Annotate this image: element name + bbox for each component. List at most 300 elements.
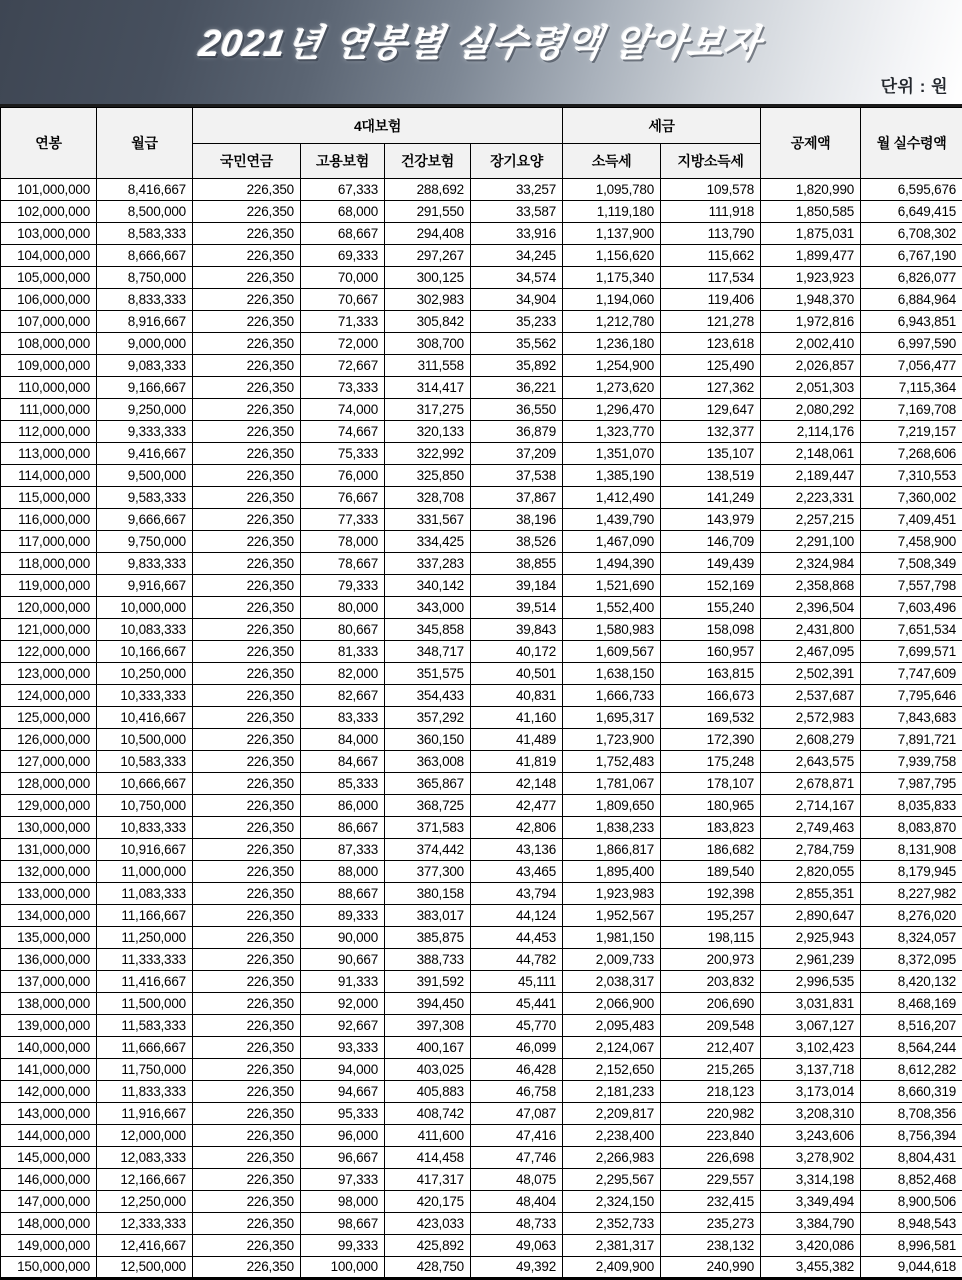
- cell-national-pension: 226,350: [193, 905, 301, 927]
- cell-long-term-care: 45,441: [471, 993, 563, 1015]
- cell-employment-insurance: 81,333: [301, 641, 385, 663]
- cell-monthly-net-pay: 7,603,496: [861, 597, 962, 619]
- cell-monthly-net-pay: 7,458,900: [861, 531, 962, 553]
- cell-monthly-salary: 12,000,000: [97, 1125, 193, 1147]
- cell-employment-insurance: 78,000: [301, 531, 385, 553]
- cell-employment-insurance: 96,000: [301, 1125, 385, 1147]
- cell-national-pension: 226,350: [193, 179, 301, 201]
- cell-long-term-care: 34,245: [471, 245, 563, 267]
- cell-employment-insurance: 77,333: [301, 509, 385, 531]
- cell-monthly-salary: 10,500,000: [97, 729, 193, 751]
- cell-monthly-salary: 9,416,667: [97, 443, 193, 465]
- cell-income-tax: 1,351,070: [563, 443, 661, 465]
- cell-deduction-total: 3,420,086: [761, 1235, 861, 1257]
- cell-monthly-salary: 8,500,000: [97, 201, 193, 223]
- cell-income-tax: 2,009,733: [563, 949, 661, 971]
- cell-local-income-tax: 141,249: [661, 487, 761, 509]
- cell-employment-insurance: 92,000: [301, 993, 385, 1015]
- cell-deduction-total: 3,278,902: [761, 1147, 861, 1169]
- table-row: [1, 685, 962, 707]
- cell-annual-salary: 142,000,000: [1, 1081, 97, 1103]
- cell-long-term-care: 33,257: [471, 179, 563, 201]
- cell-annual-salary: 118,000,000: [1, 553, 97, 575]
- cell-deduction-total: 3,137,718: [761, 1059, 861, 1081]
- table-row: [1, 927, 962, 949]
- cell-deduction-total: 3,384,790: [761, 1213, 861, 1235]
- cell-income-tax: 1,952,567: [563, 905, 661, 927]
- cell-local-income-tax: 229,557: [661, 1169, 761, 1191]
- cell-national-pension: 226,350: [193, 1191, 301, 1213]
- cell-income-tax: 2,324,150: [563, 1191, 661, 1213]
- cell-local-income-tax: 111,918: [661, 201, 761, 223]
- cell-long-term-care: 48,075: [471, 1169, 563, 1191]
- cell-monthly-salary: 9,500,000: [97, 465, 193, 487]
- cell-monthly-net-pay: 8,227,982: [861, 883, 962, 905]
- cell-monthly-net-pay: 8,564,244: [861, 1037, 962, 1059]
- table-row: [1, 1059, 962, 1081]
- cell-national-pension: 226,350: [193, 245, 301, 267]
- cell-annual-salary: 141,000,000: [1, 1059, 97, 1081]
- cell-monthly-net-pay: 7,169,708: [861, 399, 962, 421]
- cell-monthly-net-pay: 7,747,609: [861, 663, 962, 685]
- cell-long-term-care: 44,124: [471, 905, 563, 927]
- cell-local-income-tax: 240,990: [661, 1257, 761, 1279]
- cell-employment-insurance: 82,667: [301, 685, 385, 707]
- salary-table: [0, 107, 962, 1280]
- cell-monthly-net-pay: 8,948,543: [861, 1213, 962, 1235]
- cell-deduction-total: 2,002,410: [761, 333, 861, 355]
- cell-employment-insurance: 79,333: [301, 575, 385, 597]
- table-row: [1, 1103, 962, 1125]
- table-row: [1, 751, 962, 773]
- cell-monthly-net-pay: 6,884,964: [861, 289, 962, 311]
- cell-monthly-salary: 11,250,000: [97, 927, 193, 949]
- cell-national-pension: 226,350: [193, 1125, 301, 1147]
- cell-employment-insurance: 94,000: [301, 1059, 385, 1081]
- cell-annual-salary: 133,000,000: [1, 883, 97, 905]
- cell-deduction-total: 2,572,983: [761, 707, 861, 729]
- cell-deduction-total: 3,031,831: [761, 993, 861, 1015]
- cell-annual-salary: 149,000,000: [1, 1235, 97, 1257]
- cell-deduction-total: 2,855,351: [761, 883, 861, 905]
- cell-employment-insurance: 94,667: [301, 1081, 385, 1103]
- table-row: [1, 201, 962, 223]
- cell-annual-salary: 107,000,000: [1, 311, 97, 333]
- cell-employment-insurance: 91,333: [301, 971, 385, 993]
- cell-long-term-care: 34,904: [471, 289, 563, 311]
- cell-national-pension: 226,350: [193, 487, 301, 509]
- cell-national-pension: 226,350: [193, 201, 301, 223]
- table-row: [1, 1191, 962, 1213]
- cell-monthly-salary: 8,666,667: [97, 245, 193, 267]
- cell-local-income-tax: 200,973: [661, 949, 761, 971]
- cell-local-income-tax: 132,377: [661, 421, 761, 443]
- cell-local-income-tax: 180,965: [661, 795, 761, 817]
- table-row: [1, 575, 962, 597]
- cell-monthly-salary: 11,500,000: [97, 993, 193, 1015]
- cell-income-tax: 1,521,690: [563, 575, 661, 597]
- cell-local-income-tax: 115,662: [661, 245, 761, 267]
- column-header-local-income-tax: 지방소득세: [661, 144, 761, 179]
- cell-national-pension: 226,350: [193, 751, 301, 773]
- cell-local-income-tax: 129,647: [661, 399, 761, 421]
- table-row: [1, 949, 962, 971]
- cell-employment-insurance: 74,000: [301, 399, 385, 421]
- column-header-monthly-net-pay: 월 실수령액: [861, 108, 962, 179]
- table-row: [1, 377, 962, 399]
- cell-monthly-salary: 10,750,000: [97, 795, 193, 817]
- cell-deduction-total: 3,455,382: [761, 1257, 861, 1279]
- cell-annual-salary: 138,000,000: [1, 993, 97, 1015]
- cell-local-income-tax: 226,698: [661, 1147, 761, 1169]
- cell-local-income-tax: 186,682: [661, 839, 761, 861]
- table-row: [1, 619, 962, 641]
- cell-health-insurance: 394,450: [385, 993, 471, 1015]
- table-row: [1, 1147, 962, 1169]
- cell-employment-insurance: 96,667: [301, 1147, 385, 1169]
- cell-annual-salary: 113,000,000: [1, 443, 97, 465]
- table-row: [1, 993, 962, 1015]
- cell-income-tax: 1,895,400: [563, 861, 661, 883]
- cell-income-tax: 1,212,780: [563, 311, 661, 333]
- cell-annual-salary: 115,000,000: [1, 487, 97, 509]
- cell-long-term-care: 41,160: [471, 707, 563, 729]
- cell-monthly-salary: 11,583,333: [97, 1015, 193, 1037]
- cell-health-insurance: 417,317: [385, 1169, 471, 1191]
- cell-local-income-tax: 195,257: [661, 905, 761, 927]
- cell-local-income-tax: 232,415: [661, 1191, 761, 1213]
- cell-employment-insurance: 68,000: [301, 201, 385, 223]
- cell-monthly-salary: 12,083,333: [97, 1147, 193, 1169]
- cell-health-insurance: 320,133: [385, 421, 471, 443]
- cell-national-pension: 226,350: [193, 223, 301, 245]
- cell-long-term-care: 34,574: [471, 267, 563, 289]
- column-header-national-pension: 국민연금: [193, 144, 301, 179]
- cell-deduction-total: 3,067,127: [761, 1015, 861, 1037]
- cell-income-tax: 1,580,983: [563, 619, 661, 641]
- cell-national-pension: 226,350: [193, 729, 301, 751]
- cell-monthly-salary: 12,166,667: [97, 1169, 193, 1191]
- cell-deduction-total: 2,784,759: [761, 839, 861, 861]
- cell-national-pension: 226,350: [193, 355, 301, 377]
- cell-national-pension: 226,350: [193, 1103, 301, 1125]
- table-row: [1, 795, 962, 817]
- table-row: [1, 729, 962, 751]
- cell-income-tax: 1,467,090: [563, 531, 661, 553]
- cell-income-tax: 1,781,067: [563, 773, 661, 795]
- cell-health-insurance: 328,708: [385, 487, 471, 509]
- cell-monthly-net-pay: 8,804,431: [861, 1147, 962, 1169]
- cell-national-pension: 226,350: [193, 1147, 301, 1169]
- cell-national-pension: 226,350: [193, 795, 301, 817]
- cell-monthly-salary: 12,500,000: [97, 1257, 193, 1279]
- cell-monthly-salary: 12,250,000: [97, 1191, 193, 1213]
- cell-income-tax: 1,194,060: [563, 289, 661, 311]
- cell-health-insurance: 400,167: [385, 1037, 471, 1059]
- cell-monthly-net-pay: 8,372,095: [861, 949, 962, 971]
- cell-health-insurance: 317,275: [385, 399, 471, 421]
- cell-monthly-salary: 11,916,667: [97, 1103, 193, 1125]
- cell-income-tax: 1,838,233: [563, 817, 661, 839]
- cell-monthly-salary: 11,416,667: [97, 971, 193, 993]
- cell-health-insurance: 385,875: [385, 927, 471, 949]
- column-header-long-term-care: 장기요양: [471, 144, 563, 179]
- cell-monthly-net-pay: 7,056,477: [861, 355, 962, 377]
- cell-monthly-salary: 10,083,333: [97, 619, 193, 641]
- cell-national-pension: 226,350: [193, 553, 301, 575]
- cell-monthly-salary: 9,166,667: [97, 377, 193, 399]
- column-header-income-tax: 소득세: [563, 144, 661, 179]
- cell-income-tax: 1,156,620: [563, 245, 661, 267]
- cell-local-income-tax: 119,406: [661, 289, 761, 311]
- cell-local-income-tax: 189,540: [661, 861, 761, 883]
- cell-health-insurance: 408,742: [385, 1103, 471, 1125]
- cell-local-income-tax: 160,957: [661, 641, 761, 663]
- cell-local-income-tax: 146,709: [661, 531, 761, 553]
- cell-deduction-total: 1,899,477: [761, 245, 861, 267]
- cell-annual-salary: 147,000,000: [1, 1191, 97, 1213]
- cell-annual-salary: 108,000,000: [1, 333, 97, 355]
- cell-employment-insurance: 67,333: [301, 179, 385, 201]
- cell-annual-salary: 131,000,000: [1, 839, 97, 861]
- cell-monthly-salary: 11,000,000: [97, 861, 193, 883]
- cell-annual-salary: 116,000,000: [1, 509, 97, 531]
- cell-monthly-salary: 11,083,333: [97, 883, 193, 905]
- table-row: [1, 421, 962, 443]
- cell-deduction-total: 2,961,239: [761, 949, 861, 971]
- cell-monthly-salary: 10,000,000: [97, 597, 193, 619]
- table-row: [1, 223, 962, 245]
- cell-employment-insurance: 97,333: [301, 1169, 385, 1191]
- cell-annual-salary: 124,000,000: [1, 685, 97, 707]
- cell-annual-salary: 114,000,000: [1, 465, 97, 487]
- cell-monthly-net-pay: 7,891,721: [861, 729, 962, 751]
- cell-national-pension: 226,350: [193, 641, 301, 663]
- cell-income-tax: 2,066,900: [563, 993, 661, 1015]
- cell-health-insurance: 300,125: [385, 267, 471, 289]
- cell-health-insurance: 397,308: [385, 1015, 471, 1037]
- cell-deduction-total: 1,875,031: [761, 223, 861, 245]
- cell-annual-salary: 117,000,000: [1, 531, 97, 553]
- cell-health-insurance: 308,700: [385, 333, 471, 355]
- cell-national-pension: 226,350: [193, 883, 301, 905]
- cell-long-term-care: 40,172: [471, 641, 563, 663]
- table-row: [1, 1125, 962, 1147]
- cell-annual-salary: 120,000,000: [1, 597, 97, 619]
- cell-health-insurance: 374,442: [385, 839, 471, 861]
- cell-monthly-salary: 10,666,667: [97, 773, 193, 795]
- cell-employment-insurance: 88,000: [301, 861, 385, 883]
- cell-health-insurance: 365,867: [385, 773, 471, 795]
- cell-health-insurance: 425,892: [385, 1235, 471, 1257]
- cell-national-pension: 226,350: [193, 663, 301, 685]
- cell-monthly-salary: 9,250,000: [97, 399, 193, 421]
- cell-monthly-salary: 8,916,667: [97, 311, 193, 333]
- cell-national-pension: 226,350: [193, 289, 301, 311]
- cell-health-insurance: 371,583: [385, 817, 471, 839]
- cell-health-insurance: 388,733: [385, 949, 471, 971]
- cell-national-pension: 226,350: [193, 333, 301, 355]
- cell-income-tax: 1,412,490: [563, 487, 661, 509]
- cell-deduction-total: 2,080,292: [761, 399, 861, 421]
- cell-deduction-total: 2,643,575: [761, 751, 861, 773]
- cell-local-income-tax: 121,278: [661, 311, 761, 333]
- cell-monthly-salary: 10,833,333: [97, 817, 193, 839]
- cell-income-tax: 1,323,770: [563, 421, 661, 443]
- cell-long-term-care: 40,501: [471, 663, 563, 685]
- cell-income-tax: 1,552,400: [563, 597, 661, 619]
- table-row: [1, 707, 962, 729]
- cell-national-pension: 226,350: [193, 949, 301, 971]
- cell-employment-insurance: 84,000: [301, 729, 385, 751]
- cell-long-term-care: 46,758: [471, 1081, 563, 1103]
- cell-national-pension: 226,350: [193, 421, 301, 443]
- cell-monthly-net-pay: 8,468,169: [861, 993, 962, 1015]
- cell-long-term-care: 48,733: [471, 1213, 563, 1235]
- cell-deduction-total: 1,972,816: [761, 311, 861, 333]
- cell-local-income-tax: 127,362: [661, 377, 761, 399]
- table-row: [1, 883, 962, 905]
- cell-annual-salary: 150,000,000: [1, 1257, 97, 1279]
- cell-annual-salary: 123,000,000: [1, 663, 97, 685]
- cell-long-term-care: 40,831: [471, 685, 563, 707]
- cell-monthly-net-pay: 7,409,451: [861, 509, 962, 531]
- cell-income-tax: 1,695,317: [563, 707, 661, 729]
- table-row: [1, 531, 962, 553]
- cell-deduction-total: 2,608,279: [761, 729, 861, 751]
- cell-local-income-tax: 135,107: [661, 443, 761, 465]
- cell-local-income-tax: 178,107: [661, 773, 761, 795]
- table-row: [1, 553, 962, 575]
- cell-employment-insurance: 80,000: [301, 597, 385, 619]
- cell-local-income-tax: 149,439: [661, 553, 761, 575]
- cell-deduction-total: 2,890,647: [761, 905, 861, 927]
- table-row: [1, 245, 962, 267]
- cell-income-tax: 2,038,317: [563, 971, 661, 993]
- cell-annual-salary: 134,000,000: [1, 905, 97, 927]
- cell-long-term-care: 49,063: [471, 1235, 563, 1257]
- cell-monthly-salary: 9,666,667: [97, 509, 193, 531]
- cell-annual-salary: 125,000,000: [1, 707, 97, 729]
- cell-employment-insurance: 70,000: [301, 267, 385, 289]
- cell-local-income-tax: 113,790: [661, 223, 761, 245]
- cell-deduction-total: 3,243,606: [761, 1125, 861, 1147]
- cell-health-insurance: 305,842: [385, 311, 471, 333]
- cell-health-insurance: 377,300: [385, 861, 471, 883]
- cell-income-tax: 1,137,900: [563, 223, 661, 245]
- cell-monthly-salary: 8,833,333: [97, 289, 193, 311]
- cell-deduction-total: 3,173,014: [761, 1081, 861, 1103]
- cell-health-insurance: 391,592: [385, 971, 471, 993]
- cell-national-pension: 226,350: [193, 399, 301, 421]
- cell-employment-insurance: 68,667: [301, 223, 385, 245]
- cell-deduction-total: 1,948,370: [761, 289, 861, 311]
- cell-annual-salary: 102,000,000: [1, 201, 97, 223]
- cell-monthly-net-pay: 7,987,795: [861, 773, 962, 795]
- cell-health-insurance: 363,008: [385, 751, 471, 773]
- cell-monthly-salary: 11,750,000: [97, 1059, 193, 1081]
- cell-monthly-salary: 9,583,333: [97, 487, 193, 509]
- cell-employment-insurance: 86,667: [301, 817, 385, 839]
- cell-annual-salary: 119,000,000: [1, 575, 97, 597]
- cell-income-tax: 2,124,067: [563, 1037, 661, 1059]
- cell-income-tax: 1,866,817: [563, 839, 661, 861]
- cell-income-tax: 1,723,900: [563, 729, 661, 751]
- table-header: [1, 108, 962, 179]
- cell-employment-insurance: 98,000: [301, 1191, 385, 1213]
- cell-income-tax: 1,095,780: [563, 179, 661, 201]
- cell-deduction-total: 2,291,100: [761, 531, 861, 553]
- cell-income-tax: 2,238,400: [563, 1125, 661, 1147]
- cell-health-insurance: 414,458: [385, 1147, 471, 1169]
- cell-deduction-total: 1,820,990: [761, 179, 861, 201]
- table-row: [1, 443, 962, 465]
- cell-local-income-tax: 166,673: [661, 685, 761, 707]
- cell-employment-insurance: 93,333: [301, 1037, 385, 1059]
- cell-monthly-net-pay: 8,996,581: [861, 1235, 962, 1257]
- cell-deduction-total: 2,114,176: [761, 421, 861, 443]
- cell-long-term-care: 36,550: [471, 399, 563, 421]
- column-header-monthly-salary: 월급: [97, 108, 193, 179]
- cell-deduction-total: 2,396,504: [761, 597, 861, 619]
- cell-income-tax: 1,296,470: [563, 399, 661, 421]
- cell-monthly-net-pay: 7,843,683: [861, 707, 962, 729]
- column-group-header-insurance: 4대보험: [193, 108, 563, 144]
- cell-annual-salary: 103,000,000: [1, 223, 97, 245]
- table-row: [1, 1081, 962, 1103]
- cell-annual-salary: 146,000,000: [1, 1169, 97, 1191]
- cell-deduction-total: 2,257,215: [761, 509, 861, 531]
- cell-deduction-total: 2,223,331: [761, 487, 861, 509]
- table-row: [1, 487, 962, 509]
- cell-local-income-tax: 109,578: [661, 179, 761, 201]
- cell-monthly-net-pay: 8,708,356: [861, 1103, 962, 1125]
- cell-monthly-salary: 10,416,667: [97, 707, 193, 729]
- cell-national-pension: 226,350: [193, 707, 301, 729]
- cell-long-term-care: 35,233: [471, 311, 563, 333]
- cell-national-pension: 226,350: [193, 1235, 301, 1257]
- cell-income-tax: 2,266,983: [563, 1147, 661, 1169]
- cell-annual-salary: 144,000,000: [1, 1125, 97, 1147]
- cell-employment-insurance: 73,333: [301, 377, 385, 399]
- cell-health-insurance: 348,717: [385, 641, 471, 663]
- cell-annual-salary: 104,000,000: [1, 245, 97, 267]
- cell-health-insurance: 337,283: [385, 553, 471, 575]
- cell-employment-insurance: 88,667: [301, 883, 385, 905]
- table-row: [1, 905, 962, 927]
- cell-health-insurance: 325,850: [385, 465, 471, 487]
- cell-monthly-net-pay: 8,083,870: [861, 817, 962, 839]
- cell-monthly-net-pay: 7,939,758: [861, 751, 962, 773]
- cell-national-pension: 226,350: [193, 1037, 301, 1059]
- cell-health-insurance: 294,408: [385, 223, 471, 245]
- cell-monthly-salary: 10,333,333: [97, 685, 193, 707]
- unit-note: 단위 : 원: [881, 72, 948, 97]
- cell-employment-insurance: 72,667: [301, 355, 385, 377]
- table-row: [1, 179, 962, 201]
- cell-income-tax: 2,152,650: [563, 1059, 661, 1081]
- cell-annual-salary: 140,000,000: [1, 1037, 97, 1059]
- cell-income-tax: 2,209,817: [563, 1103, 661, 1125]
- cell-monthly-salary: 9,833,333: [97, 553, 193, 575]
- cell-annual-salary: 132,000,000: [1, 861, 97, 883]
- cell-monthly-net-pay: 8,420,132: [861, 971, 962, 993]
- cell-national-pension: 226,350: [193, 575, 301, 597]
- cell-health-insurance: 322,992: [385, 443, 471, 465]
- cell-health-insurance: 331,567: [385, 509, 471, 531]
- cell-monthly-salary: 9,000,000: [97, 333, 193, 355]
- cell-local-income-tax: 158,098: [661, 619, 761, 641]
